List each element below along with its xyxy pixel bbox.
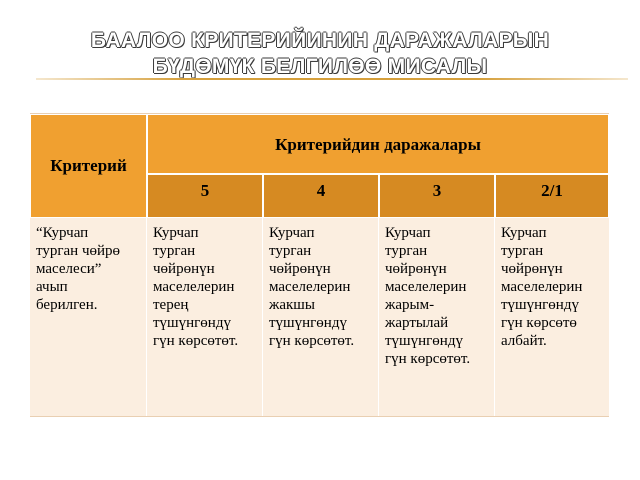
levels-header-cell [147,114,609,174]
description-line: турган [385,243,428,259]
description-line: Курчап [501,225,547,241]
slide-title-line-2: БҮДӨМҮК БЕЛГИЛӨӨ МИСАЛЫ [152,55,488,78]
description-line: маселелерин [501,279,583,295]
criterion-line: берилген. [36,297,98,313]
description-line: маселелерин [385,279,467,295]
description-line: жартылай [385,315,449,331]
description-line: албайт. [501,333,547,349]
criterion-text [30,218,146,314]
description-line: турган [501,243,544,259]
level-4-number: 4 [316,181,326,200]
level-5-header [147,174,263,218]
description-line: түшүнгөндү [385,333,463,349]
criterion-cell [30,218,147,416]
level-3-description [379,218,494,368]
level-4-header [263,174,379,218]
criterion-header-cell [30,114,147,218]
description-line: чөйрөнүн [269,261,331,277]
description-line: гүн көрсөтөт. [153,333,239,349]
level-3-header [379,174,495,218]
level-3-description-cell [379,218,495,416]
description-line: гүн көрсөтөт. [385,351,471,367]
levels-header: Критерийдин даражалары [275,135,481,154]
criterion-line: турган чөйрө [36,243,121,259]
description-line: чөйрөнүн [153,261,215,277]
description-line: чөйрөнүн [501,261,563,277]
level-2-1-number: 2/1 [541,181,563,200]
description-line: турган [269,243,312,259]
description-line: түшүнгөндү [269,315,347,331]
title-divider [36,78,628,80]
description-line: маселелерин [153,279,235,295]
criterion-line: ачып [36,279,68,295]
level-5-description-cell [147,218,263,416]
level-5-number: 5 [200,181,210,200]
level-2-1-header [495,174,609,218]
description-line: Курчап [153,225,199,241]
level-4-description [263,218,378,350]
level-5-description [147,218,262,350]
description-line: маселелерин [269,279,351,295]
description-line: гүн көрсөтө [501,315,577,331]
level-4-description-cell [263,218,379,416]
description-line: жарым- [385,297,435,313]
description-line: чөйрөнүн [385,261,447,277]
slide-title [0,28,640,80]
description-line: Курчап [269,225,315,241]
description-line: гүн көрсөтөт. [269,333,355,349]
description-line: Курчап [385,225,431,241]
criterion-line: “Курчап [36,225,89,241]
criterion-line: маселеси” [36,261,102,277]
description-line: түшүнгөндү [153,315,231,331]
criteria-table [30,113,609,417]
level-2-1-description [495,218,609,350]
criterion-header: Критерий [50,156,127,175]
description-line: жакшы [269,297,315,313]
description-line: турган [153,243,196,259]
level-3-number: 3 [432,181,442,200]
description-line: түшүнгөндү [501,297,579,313]
slide-title-line-1: БААЛОО КРИТЕРИЙИНИН ДАРАЖАЛАРЫН [90,29,550,52]
level-2-1-description-cell [495,218,609,416]
description-line: терең [153,297,189,313]
